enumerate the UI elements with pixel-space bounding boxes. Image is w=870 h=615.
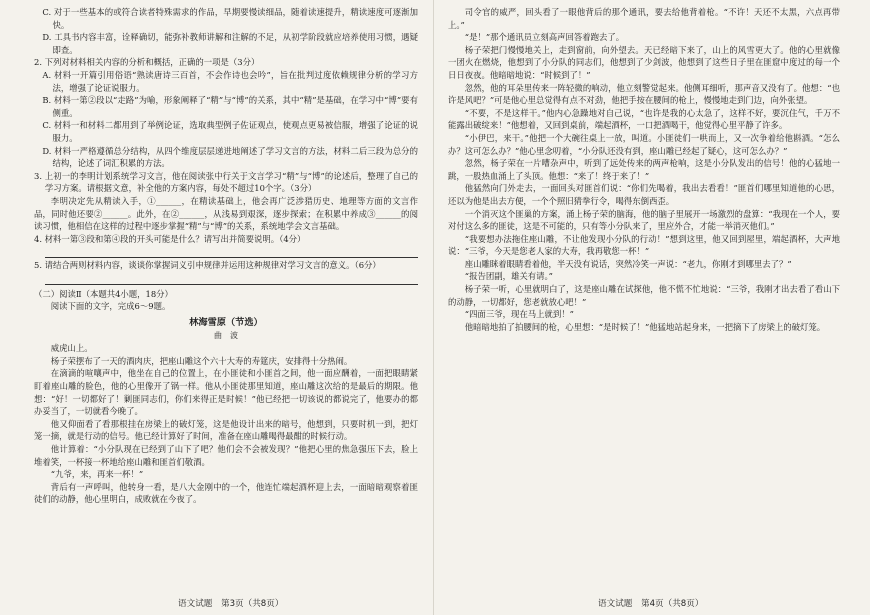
- story-paragraph: 忽然，杨子荣在一片嘈杂声中，听到了远处传来的两声枪响，这是小分队发出的信号！他的心猛地一跳，一股热血涌上了头顶。他想：“来了！终于来了！”: [448, 158, 840, 181]
- reading-section-heading: （二）阅读Ⅱ（本题共4小题，18分）: [34, 288, 173, 299]
- story-paragraph: 座山雕眯着眼睛看着他，半天没有说话，突然冷笑一声说：“老九，你刚才到哪里去了？”: [464, 258, 792, 269]
- reading-instruction: 阅读下面的文字，完成6～9题。: [50, 301, 171, 312]
- question-5: 5. 请结合两则材料内容，谈谈你掌握词义引申规律并运用这种规律对学习文言的意义。（6分）: [34, 260, 381, 271]
- story-paragraph: 威虎山上。: [50, 343, 93, 354]
- question-3-passage: 李明决定先从精读入手，①______，在精读基础上，他会再广泛涉猎历史、地理等方面的文言作品，同时他还要②______。此外，在②______，从浅易到艰深，逐步探索；在积累中养成③______的阅读习惯，他相信在这样的过程中逐步掌握“精”与“博”的关系，系统地学会文言基础。: [34, 195, 418, 232]
- story-paragraph: “九爷，来，再来一杯！”: [50, 469, 144, 480]
- question-1-option-c: C. 对于一些基本的或符合读者特殊需求的作品，早期要慢读细品，随着读速提升，精读速度可逐渐加快。: [42, 7, 418, 30]
- story-paragraph: 杨子荣一听，心里就明白了，这是座山雕在试探他，他不慌不忙地说：“三爷，我刚才出去看了看山下的动静，一切都好，您老就放心吧！”: [448, 284, 840, 307]
- question-4: 4. 材料一第③段和第④段的开头可能是什么？请写出并简要说明。（4分）: [34, 233, 306, 244]
- story-text-left: [34, 342, 418, 506]
- story-paragraph: “小伊巴，来干。”他把一个大碗往桌上一放，叫道。小匪徒们一哄而上，又一次争着给他斟酒。“怎么办？这可怎么办？”他心里念叨着，“小分队还没有到，座山雕已经起了疑心，这可怎么办？”: [448, 132, 840, 156]
- story-title: 林海雪原（节选）: [189, 317, 263, 329]
- question-1-option-d: D. 工具书内容丰富，诠释确切，能弥补教师讲解和注解的不足，从初学阶段就应培养使用习惯，遇疑即查。: [42, 32, 418, 55]
- story-paragraph: “是！”那个通讯员立刻高声回答着跑去了。: [464, 32, 625, 43]
- story-paragraph: 背后有一声呼叫，他转身一看，是八大金刚中的一个，他连忙端起酒杯迎上去，一面暗暗观察着匪徒们的动静，他心里明白，成败就在今夜了。: [34, 481, 418, 505]
- page-footer-3: 语文试题 第3页（共8页）: [178, 599, 284, 609]
- story-paragraph: 在滴滴的喧嚷声中，他坐在自己的位置上，在小匪徒和小匪首之间，他一面应酬着，一面把眼睛紧盯着座山雕的脸色，他的心里像开了锅一样。他从小匪徒那里知道，座山雕这次给的是最后的期限。他想：“好！一切都好了！剿匪同志们，你们来得正是时候！”他已经把一切该说的都说完了，他要办的都办妥当了，一切就看今晚了。: [34, 368, 418, 417]
- story-paragraph: 司令官的威严，回头看了一眼他背后的那个通讯，要去给他背着枪。“不许！天还不太黑，六点再带上。”: [448, 7, 840, 30]
- right-column: [448, 6, 840, 591]
- question-2-option-a: A. 材料一开篇引用俗语“熟读唐诗三百首，不会作诗也会吟”，旨在批判过度依赖规律分析的学习方法，增强了论证说服力。: [42, 69, 418, 93]
- question-3: 3. 上初一的李明计划系统学习文言，他在阅读张中行关于文言学习“精”与“博”的论述后，整理了自己的学习方案。请根据文意，补全他的方案内容，每处不超过10个字。（3分）: [34, 170, 418, 194]
- story-paragraph: “我要想办法拖住座山雕，不让他发现小分队的行动！”想到这里，他又回到屋里，端起酒杯，大声地说：“三爷，今天是您老人家的大寿，我再敬您一杯！”: [448, 233, 840, 257]
- story-author: 曲 波: [214, 330, 238, 340]
- page-footer-4: 语文试题 第4页（共8页）: [598, 599, 704, 609]
- story-paragraph: 他又仰面看了看那根挂在房梁上的破灯笼，这是他设计出来的暗号，他想到，只要时机一到，把灯笼一摘，就是行动的信号。他已经计算好了时间，准备在座山雕喝得最酣的时候行动。: [34, 418, 418, 442]
- story-text-right: [448, 6, 840, 333]
- story-paragraph: “不要，不是这样干。”他内心急躁地对自己说，“也许是我的心太急了，这样不好，要沉住气，千万不能露出破绽来！”他想着，又回到桌前，端起酒杯，一口把酒喝干，他觉得心里平静了许多。: [448, 107, 840, 131]
- story-paragraph: “四面三爷，现在马上就到！”: [464, 309, 574, 320]
- story-paragraph: 杨子荣把门慢慢地关上，走到窗前，向外望去。天已经暗下来了，山上的风雪更大了。他的心里就像一团火在燃烧，他想到了小分队的同志们，他想到了少剑波，他想到了这些日子里在匪窟中度过的每一个日日夜夜。他暗暗地说：“时候到了！”: [448, 44, 840, 80]
- question-2: 2. 下列对材料相关内容的分析和概括，正确的一项是（3分）: [34, 57, 260, 68]
- question-2-option-d: D. 材料一严格遵循总分结构，从四个维度层层递进地阐述了学习文言的方法，材料二后三段为总分的结构，论述了词汇积累的方法。: [42, 145, 418, 169]
- left-column: [34, 6, 418, 591]
- answer-line: [45, 246, 418, 258]
- story-paragraph: “报告团副，雄关有请。”: [464, 271, 553, 282]
- story-paragraph: 忽然，他的耳朵里传来一阵轻微的响动，他立刻警觉起来。他侧耳细听，那声音又没有了。他想：“也许是风吧？”可是他心里总觉得有点不对劲，他把手按在腰间的枪上，慢慢地走到门边，向外张望。: [448, 82, 840, 106]
- story-paragraph: 他暗暗地拍了拍腰间的枪，心里想：“是时候了！”他猛地站起身来，一把摘下了房梁上的破灯笼。: [464, 321, 826, 332]
- story-paragraph: 他计算着：“小分队现在已经到了山下了吧？他们会不会被发现？”他把心里的焦急强压下去，脸上堆着笑，一杯接一杯地给座山雕和匪首们敬酒。: [34, 444, 418, 467]
- answer-line: [45, 273, 418, 285]
- question-2-option-c: C. 材料一和材料二都用到了举例论证，选取典型例子佐证观点，使观点更易被信服，增强了论证的说服力。: [42, 120, 418, 143]
- story-paragraph: 杨子荣摆布了一天的酒肉庆，把座山雕这个六十大寿的寿筵庆，安排得十分热闹。: [50, 355, 353, 366]
- story-paragraph: 一个消灭这个匪巢的方案，涌上杨子荣的脑海，他的脑子里展开一场激烈的盘算：“我现在一个人，要对付这么多的匪徒，这是不可能的，只有等小分队来了，里应外合，才能一举消灭他们。”: [448, 208, 840, 232]
- story-paragraph: 他猛然向门外走去，一面回头对匪首们说：“你们先喝着，我出去看看！”匪首们哪里知道他的心思，还以为他是出去方便，一个个照旧猜拳行令，喝得东倒西歪。: [448, 183, 840, 206]
- column-divider: [433, 0, 434, 615]
- question-2-option-b: B. 材料一第②段以“走路”为喻，形象阐释了“精”与“博”的关系，其中“精”是基础，在学习中“博”要有侧重。: [42, 95, 418, 118]
